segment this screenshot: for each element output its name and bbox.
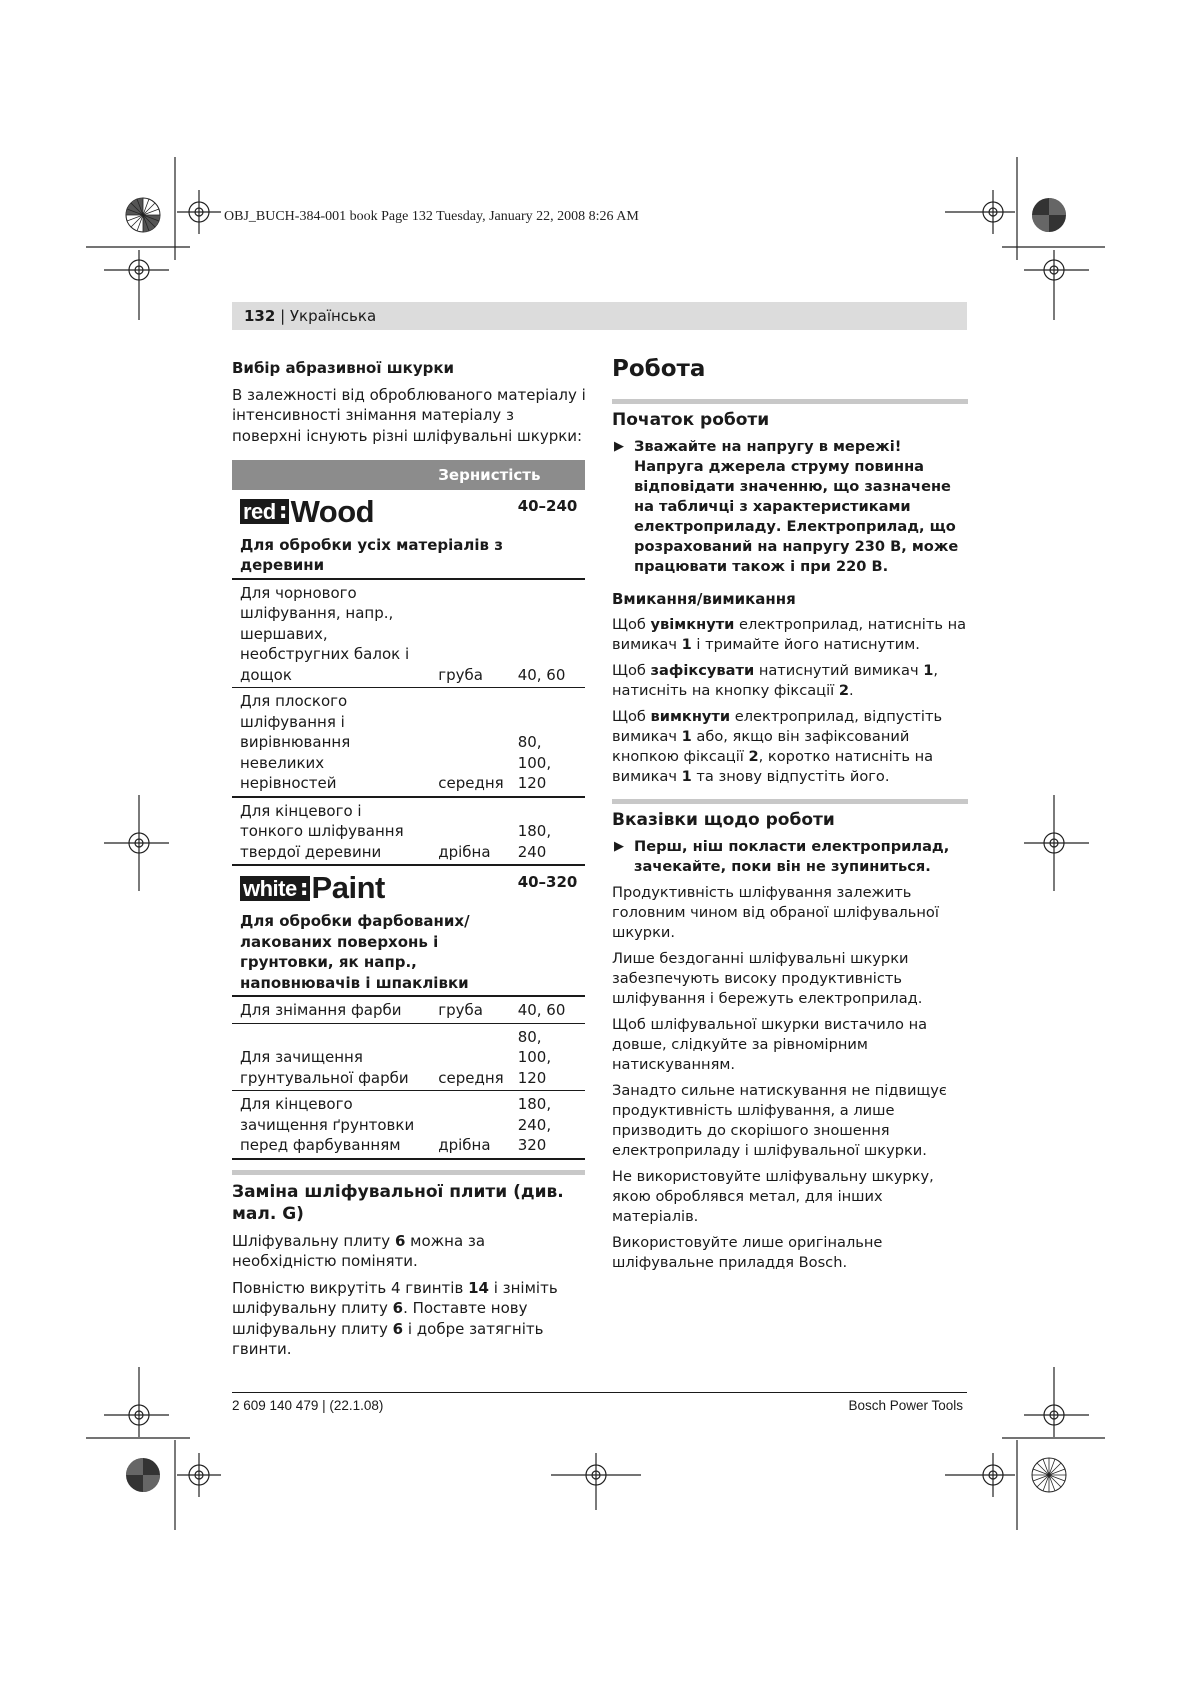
target-mark-tr [945, 190, 1015, 234]
plate-paragraph-1: Шліфувальну плиту 6 можна за необхідністю поміняти. [232, 1231, 486, 1270]
right-column [612, 355, 968, 1279]
tips-paragraph: Лише бездоганні шліфувальні шкурки забезпечують високу продуктивність шліфування і бережуть електроприлад. [612, 950, 923, 1007]
page-footer [232, 1392, 967, 1413]
wood-grits-2: 180, 240 [510, 797, 585, 866]
paint-desc-row [232, 905, 585, 996]
page-header [244, 307, 376, 325]
tips-paragraph: Не використовуйте шліфувальну шкурку, якою оброблявся метал, для інших матеріалів. [612, 1168, 934, 1225]
paint-grits-2: 180, 240, 320 [510, 1091, 585, 1159]
table-row [232, 797, 585, 866]
paint-coarse-1: середня [430, 1023, 509, 1091]
paint-grit-range: 40–320 [517, 873, 578, 891]
logo-word-wood: Wood [290, 493, 375, 529]
white-paint-logo: white : Paint [240, 873, 385, 903]
table-header-row [232, 460, 585, 490]
plate-paragraph-2: Повністю викрутіть 4 гвинтів 14 і зніміть шліфувальну плиту 6. Поставте нову шліфувальну плиту 6 і добре затягніть гвинти. [232, 1278, 558, 1358]
wood-use-2: Для кінцевого і тонкого шліфування твердої деревини [232, 797, 430, 866]
abrasive-intro: В залежності від оброблюваного матеріалу і інтенсивності знімання матеріалу з поверхні існують різні шліфувальні шкурки: [232, 385, 586, 445]
tips-heading: Вказівки щодо роботи [612, 810, 835, 830]
arrow-icon: ▶ [614, 839, 624, 854]
switch-on-text: Щоб увімкнути електроприлад, натисніть на вимикач 1 і тримайте його натиснутим. [612, 616, 967, 653]
table-row [232, 1091, 585, 1159]
wood-coarse-2: дрібна [430, 797, 509, 866]
wood-desc-row [232, 529, 585, 579]
book-slug-line: OBJ_BUCH-384-001 book Page 132 Tuesday, January 22, 2008 8:26 AM [224, 209, 639, 224]
section-title: Робота [612, 356, 706, 382]
tips-paragraph: Використовуйте лише оригінальне шліфувальне приладдя Bosch. [612, 1234, 883, 1271]
solid-disc-bl [126, 1458, 160, 1492]
header-separator: | [275, 307, 290, 325]
footer-brand: Bosch Power Tools [848, 1398, 963, 1413]
logo-box-red: red [240, 499, 279, 524]
page-header-bar [232, 302, 967, 330]
arrow-icon: ▶ [614, 439, 624, 454]
wood-use-1: Для плоского шліфування і вирівнювання невеликих нерівностей [232, 688, 430, 797]
target-mark-tl [177, 190, 221, 234]
table-row [232, 996, 585, 1023]
abrasive-heading: Вибір абразивної шкурки [232, 359, 455, 377]
target-mark-bl [177, 1453, 221, 1497]
paint-coarse-2: дрібна [430, 1091, 509, 1159]
wood-desc: Для обробки усіх матеріалів з деревини [232, 529, 585, 579]
grit-header: Зернистість [430, 460, 585, 490]
target-mark-l2 [104, 1367, 169, 1437]
paint-desc: Для обробки фарбованих/лакованих поверхонь і грунтовки, як напр., наповнювачів і шпаклівки [232, 905, 510, 996]
wood-grits-1: 80, 100, 120 [510, 688, 585, 797]
left-column [232, 358, 588, 1366]
paint-logo-row [232, 865, 585, 905]
red-wood-logo: red : Wood [240, 497, 374, 527]
wood-coarse-1: середня [430, 688, 509, 797]
wood-grit-range: 40–240 [517, 496, 578, 515]
switch-lock-text: Щоб зафіксувати натиснутий вимикач 1, натисніть на кнопку фіксації 2. [612, 662, 939, 699]
table-row [232, 579, 585, 688]
tips-paragraph: Занадто сильне натискування не підвищує продуктивність шліфування, а лише призводить до скорішого зношення електроприладу і шліфувальної шкурки. [612, 1082, 947, 1159]
plate-heading: Заміна шліфувальної плити (див. мал. G) [232, 1181, 564, 1224]
paint-use-2: Для кінцевого зачищення ґрунтовки перед фарбуванням [232, 1091, 430, 1159]
wood-grits-0: 40, 60 [510, 579, 585, 688]
switch-heading: Вмикання/вимикання [612, 590, 796, 608]
section-divider [232, 1170, 585, 1175]
paint-grits-1: 80, 100, 120 [510, 1023, 585, 1091]
header-language: Українська [289, 307, 377, 325]
solid-disc-tr [1032, 198, 1066, 232]
tips-paragraph: Продуктивність шліфування залежить головним чином від обраної шліфувальної шкурки. [612, 884, 939, 941]
footer-doc-id: 2 609 140 479 | (22.1.08) [232, 1398, 384, 1413]
paint-use-0: Для знімання фарби [232, 996, 430, 1023]
start-heading: Початок роботи [612, 410, 770, 430]
abrasive-table [232, 460, 585, 1160]
voltage-warning: ▶ Зважайте на напругу в мережі! Напруга джерела струму повинна відповідати значенню, що зазначене на табличці з характеристиками електроприладу. Електроприлад, що розрахований на напругу 230 В, може працювати також і при 220 В. [614, 438, 959, 575]
logo-word-paint: Paint [311, 870, 385, 905]
page-number: 132 [244, 307, 276, 325]
section-divider [612, 399, 968, 404]
table-row [232, 1023, 585, 1091]
paint-use-1: Для зачищення грунтувальної фарби [232, 1023, 430, 1091]
tips-paragraph: Щоб шліфувальної шкурки вистачило на довше, слідкуйте за рівномірним натискуванням. [612, 1016, 928, 1073]
logo-box-white: white [240, 876, 300, 901]
section-divider [612, 799, 968, 804]
tips-warning: ▶ Перш, ніш покласти електроприлад, зачекайте, поки він не зупиниться. [614, 838, 950, 875]
target-mark-bc [551, 1453, 641, 1510]
star-target-tl [126, 198, 160, 232]
star-target-br [1032, 1458, 1066, 1492]
target-mark-l1 [104, 250, 169, 320]
target-mark-r2 [1024, 1367, 1089, 1437]
table-row [232, 688, 585, 797]
target-mark-ml [104, 795, 169, 891]
target-mark-br [945, 1453, 1015, 1497]
paint-grits-0: 40, 60 [510, 996, 585, 1023]
wood-use-0: Для чорнового шліфування, напр., шершавих, необстругних балок і дощок [232, 579, 430, 688]
wood-coarse-0: груба [430, 579, 509, 688]
target-mark-mr [1024, 795, 1089, 891]
wood-logo-row [232, 490, 585, 529]
target-mark-r1 [1024, 250, 1089, 320]
switch-off-text: Щоб вимкнути електроприлад, відпустіть вимикач 1 або, якщо він зафіксований кнопкою фіксації 2, коротко натисніть на вимикач 1 та знову відпустіть його. [612, 708, 943, 785]
paint-coarse-0: груба [430, 996, 509, 1023]
